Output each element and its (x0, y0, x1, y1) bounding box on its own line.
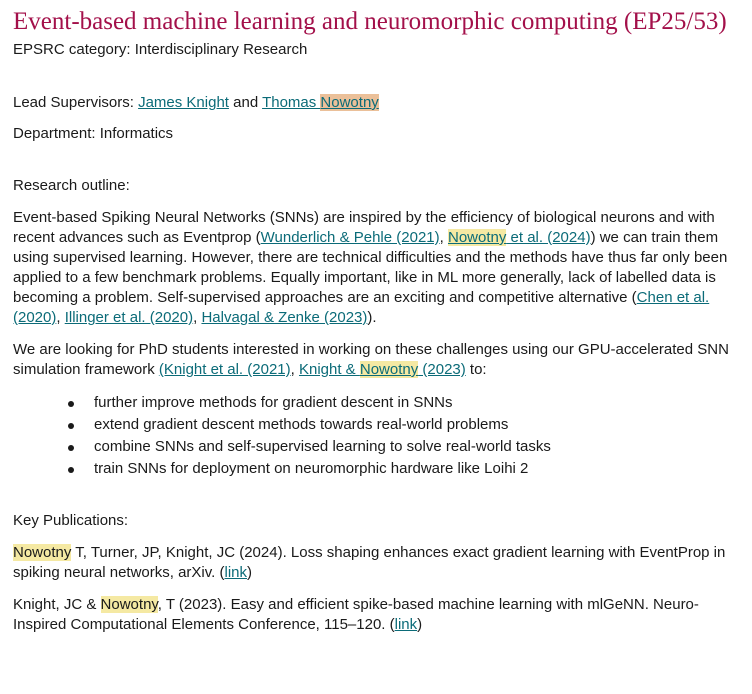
nowotny-highlight: Nowotny (359, 361, 419, 378)
and-text: and (228, 94, 263, 111)
para1-text-2: ) we can train them using supervised learning. However, there are technical difficulties and the methods have thus far only been applied to a few benchmark problems. Equally important, like in ML more generally, lack of labelled data is becoming a problem. Self-supervised approaches are an exciting and competitive alternative ( (13, 229, 728, 306)
ref-link-nowotny-2024[interactable] (448, 229, 591, 246)
publication-1 (13, 543, 743, 583)
ref-link-halvagal-zenke[interactable]: Halvagal & Zenke (2023) (201, 309, 368, 326)
publication-2 (13, 595, 743, 635)
list-item (68, 414, 743, 436)
para1-sep-2: , (56, 309, 65, 326)
publication-1-text: T, Turner, JP, Knight, JC (2024). Loss shaping enhances exact gradient learning with EventProp in spiking neural networks, arXiv. ( (13, 544, 726, 581)
publication-2-end: ) (417, 616, 423, 633)
publication-2-text-2: , T (2023). Easy and efficient spike-based machine learning with mlGeNN. Neuro-Inspired Computational Elements Conference, 115–120. ( (13, 596, 699, 633)
ref-link-wunderlich-pehle[interactable]: Wunderlich & Pehle (2021) (260, 229, 440, 246)
nowotny-highlight: Nowotny (100, 596, 158, 613)
supervisor-link-james-knight[interactable]: James Knight (138, 94, 229, 111)
publication-1-end: ) (247, 564, 252, 581)
ref-link-chen-2020[interactable]: Chen et al. (2020) (13, 289, 710, 326)
bullet-icon (68, 467, 74, 473)
department: Department: Informatics (13, 125, 174, 142)
para1-sep-3: , (193, 309, 202, 326)
para2-sep-1: , (290, 361, 299, 378)
supervisor-last-name-highlight: Nowotny (320, 94, 379, 111)
research-outline-paragraph-2 (13, 340, 743, 380)
publication-2-link[interactable]: link (394, 616, 418, 633)
epsrc-category: EPSRC category: Interdisciplinary Research (13, 41, 308, 58)
list-item (68, 392, 743, 414)
publication-2-text-1: Knight, JC & (13, 596, 101, 613)
para1-text-1: Event-based Spiking Neural Networks (SNNs) are inspired by the efficiency of biological neurons and with recent advances such as Eventprop ( (13, 209, 715, 246)
list-item (68, 458, 743, 480)
bullet-icon (68, 445, 74, 451)
ref-link-knight-nowotny-2023[interactable] (299, 361, 466, 378)
goals-list (13, 392, 743, 480)
bullet-icon (68, 401, 74, 407)
publication-1-link[interactable]: link (224, 564, 247, 581)
ref-link-knight-part: Knight & (298, 361, 360, 378)
para1-end: ). (367, 309, 377, 326)
list-item-text: further improve methods for gradient descent in SNNs (94, 394, 453, 411)
research-outline-heading: Research outline: (13, 177, 130, 194)
page-title: Event-based machine learning and neuromorphic computing (EP25/53) (13, 8, 727, 35)
ref-link-nowotny-2024-rest: et al. (2024) (506, 229, 591, 246)
supervisor-link-thomas-nowotny[interactable] (262, 94, 379, 111)
para2-text-1: We are looking for PhD students interested in working on these challenges using our GPU-accelerated SNN simulation framework (13, 341, 729, 378)
key-publications-heading: Key Publications: (13, 512, 129, 529)
bullet-icon (68, 423, 74, 429)
ref-link-illinger-2020[interactable]: Illinger et al. (2020) (64, 309, 194, 326)
ref-link-knight-2021[interactable]: (Knight et al. (2021) (158, 361, 291, 378)
lead-supervisors-label: Lead Supervisors: (13, 94, 139, 111)
list-item-text: combine SNNs and self-supervised learning to solve real-world tasks (94, 438, 551, 455)
research-outline-paragraph-1 (13, 208, 743, 328)
ref-link-year-part: (2023) (418, 361, 466, 378)
nowotny-highlight: Nowotny (13, 544, 72, 561)
document-page (13, 8, 743, 635)
nowotny-highlight: Nowotny (447, 229, 507, 246)
list-item (68, 436, 743, 458)
para2-end: to: (465, 361, 487, 378)
list-item-text: train SNNs for deployment on neuromorphic hardware like Loihi 2 (94, 460, 529, 477)
list-item-text: extend gradient descent methods towards real-world problems (94, 416, 509, 433)
para1-sep-1: , (439, 229, 448, 246)
lead-supervisors (13, 93, 743, 113)
supervisor-first-name: Thomas (262, 94, 321, 111)
